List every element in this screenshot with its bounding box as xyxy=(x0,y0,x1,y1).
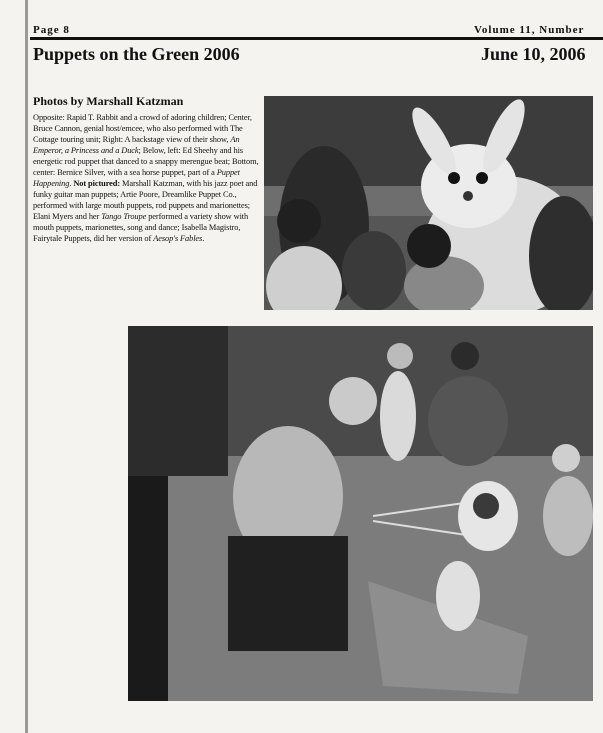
rabbit-crowd-photo xyxy=(264,96,593,310)
article-title: Puppets on the Green 2006 xyxy=(33,44,240,64)
caption-title: Puppet Happening xyxy=(33,168,240,188)
caption-text: Opposite: Rapid T. Rabbit and a crowd of adoring children; Center, Bruce Cannon, genial host/emcee, who also performed with The Cottage touring unit; Right: A backstage view of their show, xyxy=(33,113,252,144)
page-edge-shadow xyxy=(25,0,28,733)
caption-text: Marshall Katzman, with his jazz poet and funky guitar man puppets; Artie Poore, Dreamlike Puppet Co., performed with large mouth puppets, rod puppets and marionettes; Elani Myers and her xyxy=(33,179,258,221)
rod-puppet-performer-image xyxy=(128,326,593,701)
photo-credit: Photos by Marshall Katzman xyxy=(33,94,184,108)
caption-not-pictured: Not pictured: xyxy=(73,179,121,188)
page-number: Page 8 xyxy=(33,24,70,36)
caption-text: . xyxy=(69,179,72,188)
caption-text: performed a variety show with mouth puppets, marionettes, song and dance; Isabella Magistro, Fairytale Puppets, did her version of xyxy=(33,212,249,243)
issue-date: June 10, 2006 xyxy=(481,44,586,64)
caption-text: ; Below, left: Ed Sheehy and his energetic rod puppet that danced to a snappy merengue beat; Bottom, center: Bernice Silver, with a sea horse puppet, part of a xyxy=(33,146,259,177)
caption-text: . xyxy=(202,234,205,243)
photo-caption xyxy=(33,112,259,244)
volume-number: Volume 11, Number xyxy=(474,24,585,36)
caption-title: An Emperor, a Princess and a Duck xyxy=(33,135,240,155)
header-rule xyxy=(30,37,603,40)
caption-title: Tango Troupe xyxy=(101,212,147,221)
rod-puppet-performer-photo xyxy=(128,326,593,701)
caption-title: Aesop's Fables xyxy=(153,234,203,243)
rabbit-crowd-image xyxy=(264,96,593,310)
